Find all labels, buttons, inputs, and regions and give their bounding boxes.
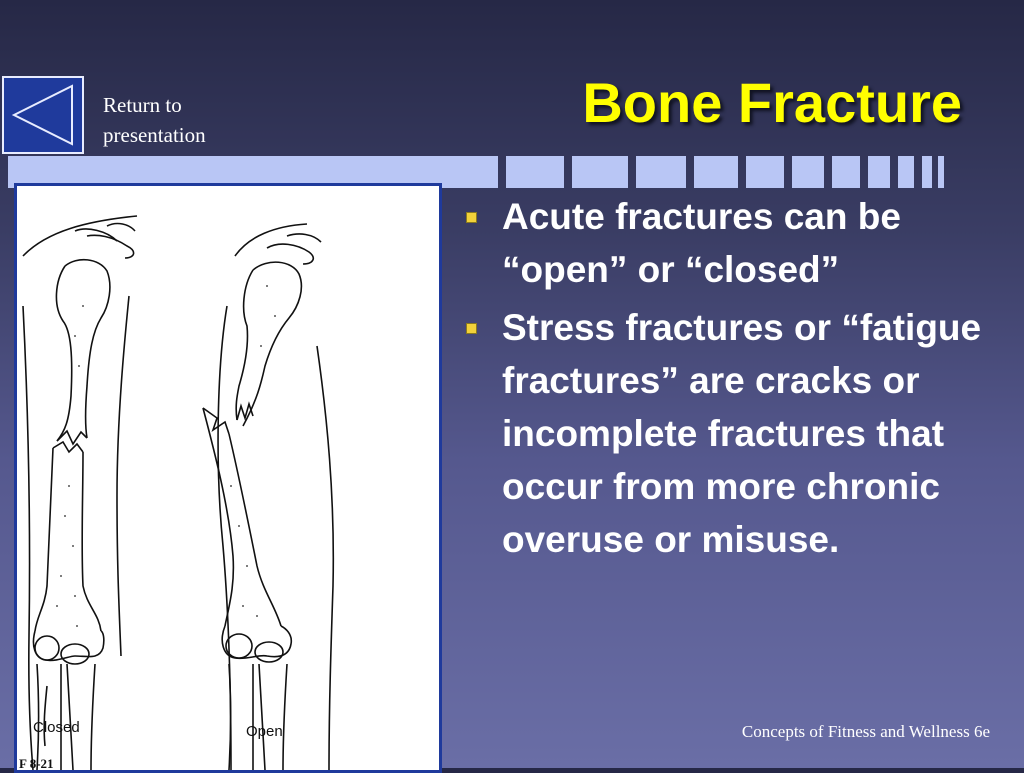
bullet-list [466, 190, 986, 571]
footer-text: Concepts of Fitness and Wellness 6e [741, 722, 990, 741]
accent-bar [922, 156, 932, 188]
bullet-text: Acute fractures can be “open” or “closed” [502, 196, 901, 290]
accent-bar [868, 156, 890, 188]
accent-bar [938, 156, 944, 188]
fracture-illustration [14, 183, 442, 773]
accent-bar [636, 156, 686, 188]
square-bullet-icon [466, 212, 477, 223]
accent-bar [506, 156, 564, 188]
accent-bar [898, 156, 914, 188]
bone-drawing [17, 186, 439, 770]
back-triangle-icon [4, 78, 82, 152]
return-link[interactable]: Return to presentation [103, 93, 206, 147]
bullet-text: Stress fractures or “fatigue fractures” are cracks or incomplete fractures that occur from more chronic overuse or misuse. [502, 307, 982, 560]
return-button[interactable] [2, 76, 84, 154]
list-item [466, 190, 986, 296]
square-bullet-icon [466, 323, 477, 334]
accent-bar [792, 156, 824, 188]
accent-bar [746, 156, 784, 188]
accent-bar [832, 156, 860, 188]
figure-reference: F 8-21 [19, 756, 54, 771]
slide-title: Bone Fracture [582, 71, 962, 134]
list-item [466, 301, 986, 566]
accent-bar [694, 156, 738, 188]
accent-bar [572, 156, 628, 188]
caption-closed: Closed [33, 719, 80, 736]
caption-open: Open [246, 723, 283, 740]
